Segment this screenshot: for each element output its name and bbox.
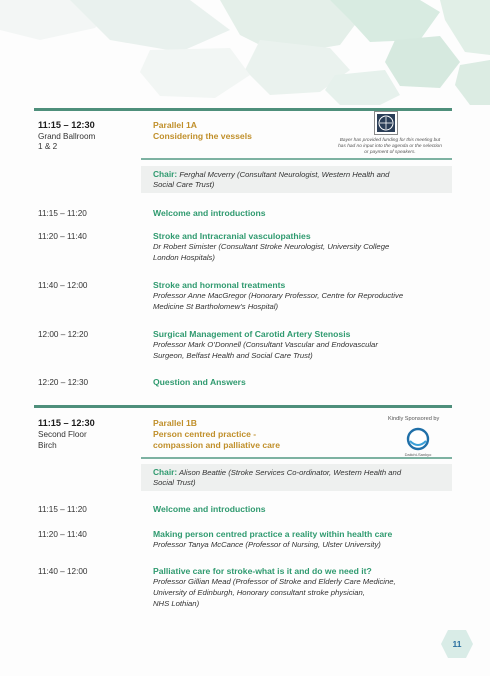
agenda-detail: NHS Lothian) [153,599,200,608]
agenda-time: 11:15 – 11:20 [38,209,87,218]
chair-text-line2: Social Trust) [153,478,196,487]
agenda-title: Welcome and introductions [153,504,266,514]
session2-chair [141,464,452,491]
chair-label: Chair: [153,169,178,179]
agenda-time: 11:20 – 11:40 [38,530,87,539]
agenda-title: Stroke and hormonal treatments [153,280,286,290]
session1-location-line2: 1 & 2 [38,142,58,151]
session2-location-line2: Birch [38,441,57,450]
agenda-detail: Professor Gillian Mead (Professor of Stroke and Elderly Care Medicine, [153,577,396,586]
header-decoration [0,0,490,105]
agenda-time: 11:40 – 12:00 [38,567,88,576]
agenda-title: Stroke and Intracranial vasculopathies [153,231,311,241]
session2-location-line1: Second Floor [38,430,87,439]
agenda-title: Palliative care for stroke-what is it and do we need it? [153,566,372,576]
agenda-detail: Dr Robert Simister (Consultant Stroke Neurologist, University College [153,242,390,251]
sponsor-label: Kindly Sponsored by [388,416,440,422]
agenda-title: Question and Answers [153,377,246,387]
session1-title-line1: Parallel 1A [153,120,197,130]
session2-title-line1: Parallel 1B [153,418,197,428]
page-number: 11 [452,639,462,649]
bayer-logo-icon [375,112,397,134]
agenda-time: 11:40 – 12:00 [38,281,88,290]
agenda-time: 12:00 – 12:20 [38,330,89,339]
agenda-time: 12:20 – 12:30 [38,378,89,387]
agenda-title: Surgical Management of Carotid Artery Stenosis [153,329,351,339]
session2-title-line3: compassion and palliative care [153,440,281,450]
agenda-detail: University of Edinburgh, Honorary consultant stroke physician, [153,588,365,597]
agenda-detail: Professor Tanya McCance (Professor of Nursing, Ulster University) [153,540,381,549]
chair-text-line2: Social Care Trust) [153,180,215,189]
agenda-detail: London Hospitals) [153,253,215,262]
agenda-detail: Professor Mark O’Donnell (Consultant Vascular and Endovascular [153,340,378,349]
agenda-time: 11:15 – 11:20 [38,505,87,514]
session2-time: 11:15 – 12:30 [38,418,95,428]
chair-text-line1: Ferghal Mcverry (Consultant Neurologist, Western Health and [177,170,390,179]
agenda-title: Making person centred practice a reality within health care [153,529,393,539]
session1-chair [141,166,452,193]
session1-top-rule [34,108,452,111]
session2-title-line2: Person centred practice - [153,429,257,439]
agenda-detail: Surgeon, Belfast Health and Social Care Trust) [153,351,313,360]
agenda-detail: Medicine St Bartholomew’s Hospital) [153,302,279,311]
chair-label: Chair: [153,467,178,477]
session1-title-line2: Considering the vessels [153,131,252,141]
session2-divider [141,457,452,459]
agenda-title: Welcome and introductions [153,208,266,218]
agenda-time: 11:20 – 11:40 [38,232,87,241]
session1-time: 11:15 – 12:30 [38,120,95,130]
session1-divider [141,158,452,160]
chair-text-line1: Alison Beattie (Stroke Services Co-ordinator, Western Health and [177,468,402,477]
agenda-detail: Professor Anne MacGregor (Honorary Professor, Centre for Reproductive [153,291,404,300]
daiichi-sankyo-logo-icon [406,427,430,451]
session1-location-line1: Grand Ballroom [38,132,96,141]
session2-top-rule [34,405,452,408]
sponsor-caption: Daiichi-Sankyo [404,452,432,457]
sponsor-disclaimer: Bayer has provided funding for this meeting but has had no input into the agenda or the selection or payment of speakers. [338,138,442,155]
